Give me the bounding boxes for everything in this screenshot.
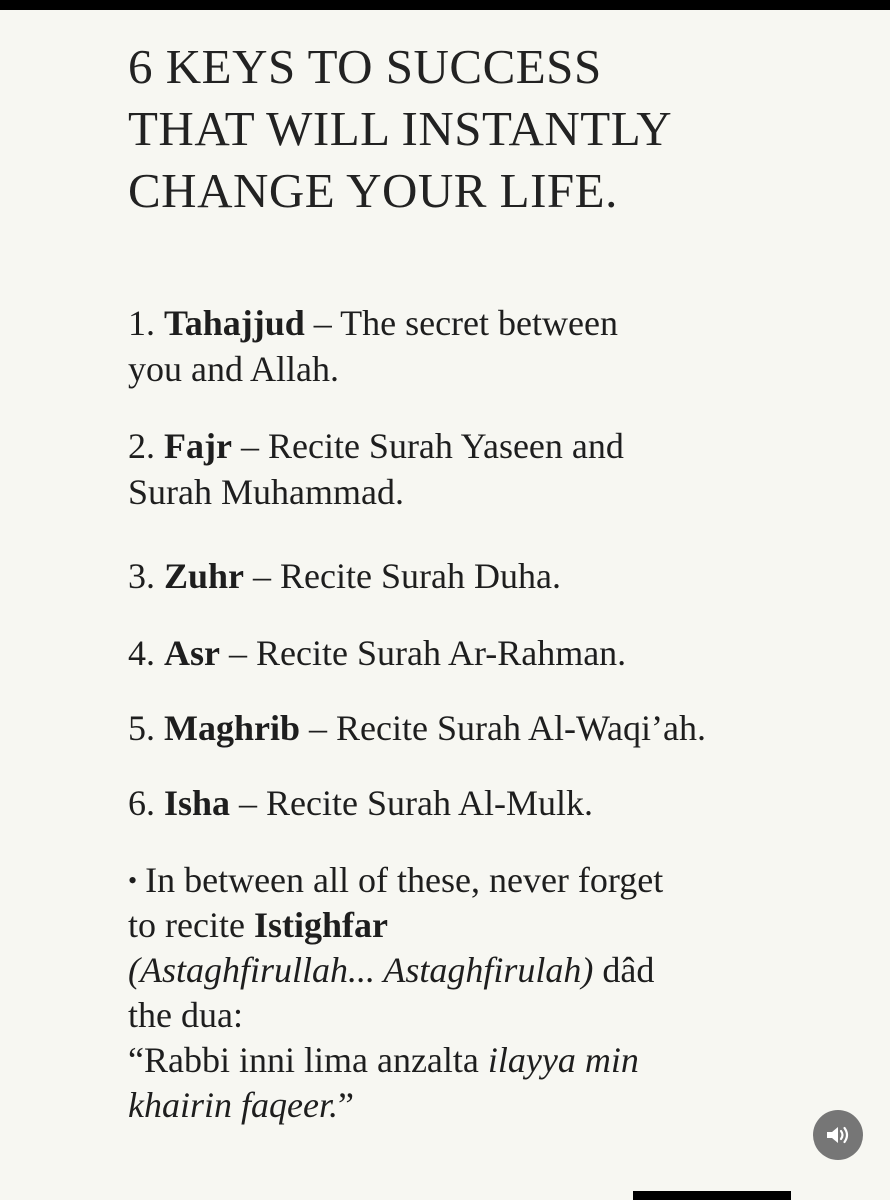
dua-start: “Rabbi inni lima anzalta <box>128 1040 488 1080</box>
istighfar-term: Istighfar <box>253 905 388 945</box>
key-item-maghrib <box>128 705 706 751</box>
key-number: 2. <box>128 426 155 466</box>
note-line-2: to recite <box>128 905 254 945</box>
dua-close-quote: ” <box>337 1085 354 1125</box>
key-separator: – <box>220 633 256 673</box>
istighfar-note <box>128 858 848 1128</box>
note-bullet: • <box>128 866 138 895</box>
key-text-continued: Surah Muhammad. <box>128 472 404 512</box>
key-item-isha <box>128 780 593 826</box>
key-name: Maghrib <box>164 708 301 748</box>
key-name: Zuhr <box>164 556 245 596</box>
key-name: Fajr <box>164 426 232 466</box>
key-item-tahajjud <box>128 300 618 392</box>
note-line-3-end: dâd <box>593 950 655 990</box>
key-item-asr <box>128 630 626 676</box>
key-name: Isha <box>164 783 231 823</box>
key-text: Recite Surah Ar-Rahman. <box>256 633 627 673</box>
key-name: Tahajjud <box>164 303 305 343</box>
top-edge-bar <box>0 0 890 10</box>
key-text-continued: you and Allah. <box>128 349 339 389</box>
key-number: 1. <box>128 303 155 343</box>
key-number: 3. <box>128 556 155 596</box>
key-item-fajr <box>128 423 624 515</box>
note-line-4: the dua: <box>128 995 243 1035</box>
dua-italic: ilayya min <box>487 1040 639 1080</box>
key-number: 4. <box>128 633 155 673</box>
key-text: Recite Surah Duha. <box>280 556 561 596</box>
speaker-icon <box>825 1124 851 1146</box>
key-separator: – <box>231 426 268 466</box>
key-item-zuhr <box>128 553 561 599</box>
key-separator: – <box>300 708 337 748</box>
istighfar-phrase: (Astaghfirullah... Astaghfirulah) <box>128 950 594 990</box>
audio-toggle-button[interactable] <box>813 1110 863 1160</box>
key-separator: – <box>304 303 341 343</box>
key-number: 5. <box>128 708 155 748</box>
key-name: Asr <box>164 633 220 673</box>
title-line-2: THAT WILL INSTANTLY <box>128 101 673 156</box>
key-number: 6. <box>128 783 155 823</box>
key-text: The secret between <box>340 303 618 343</box>
key-text: Recite Surah Al-Waqi’ah. <box>336 708 706 748</box>
title-line-3: CHANGE YOUR LIFE. <box>128 163 618 218</box>
bottom-edge-bar <box>633 1191 791 1200</box>
page-title <box>128 36 848 222</box>
key-text: Recite Surah Al-Mulk. <box>266 783 593 823</box>
key-separator: – <box>244 556 281 596</box>
dua-end: khairin faqeer. <box>128 1085 338 1125</box>
key-separator: – <box>230 783 267 823</box>
note-line-1: In between all of these, never forget <box>145 860 664 900</box>
title-line-1: 6 KEYS TO SUCCESS <box>128 39 602 94</box>
key-text: Recite Surah Yaseen and <box>267 426 624 466</box>
